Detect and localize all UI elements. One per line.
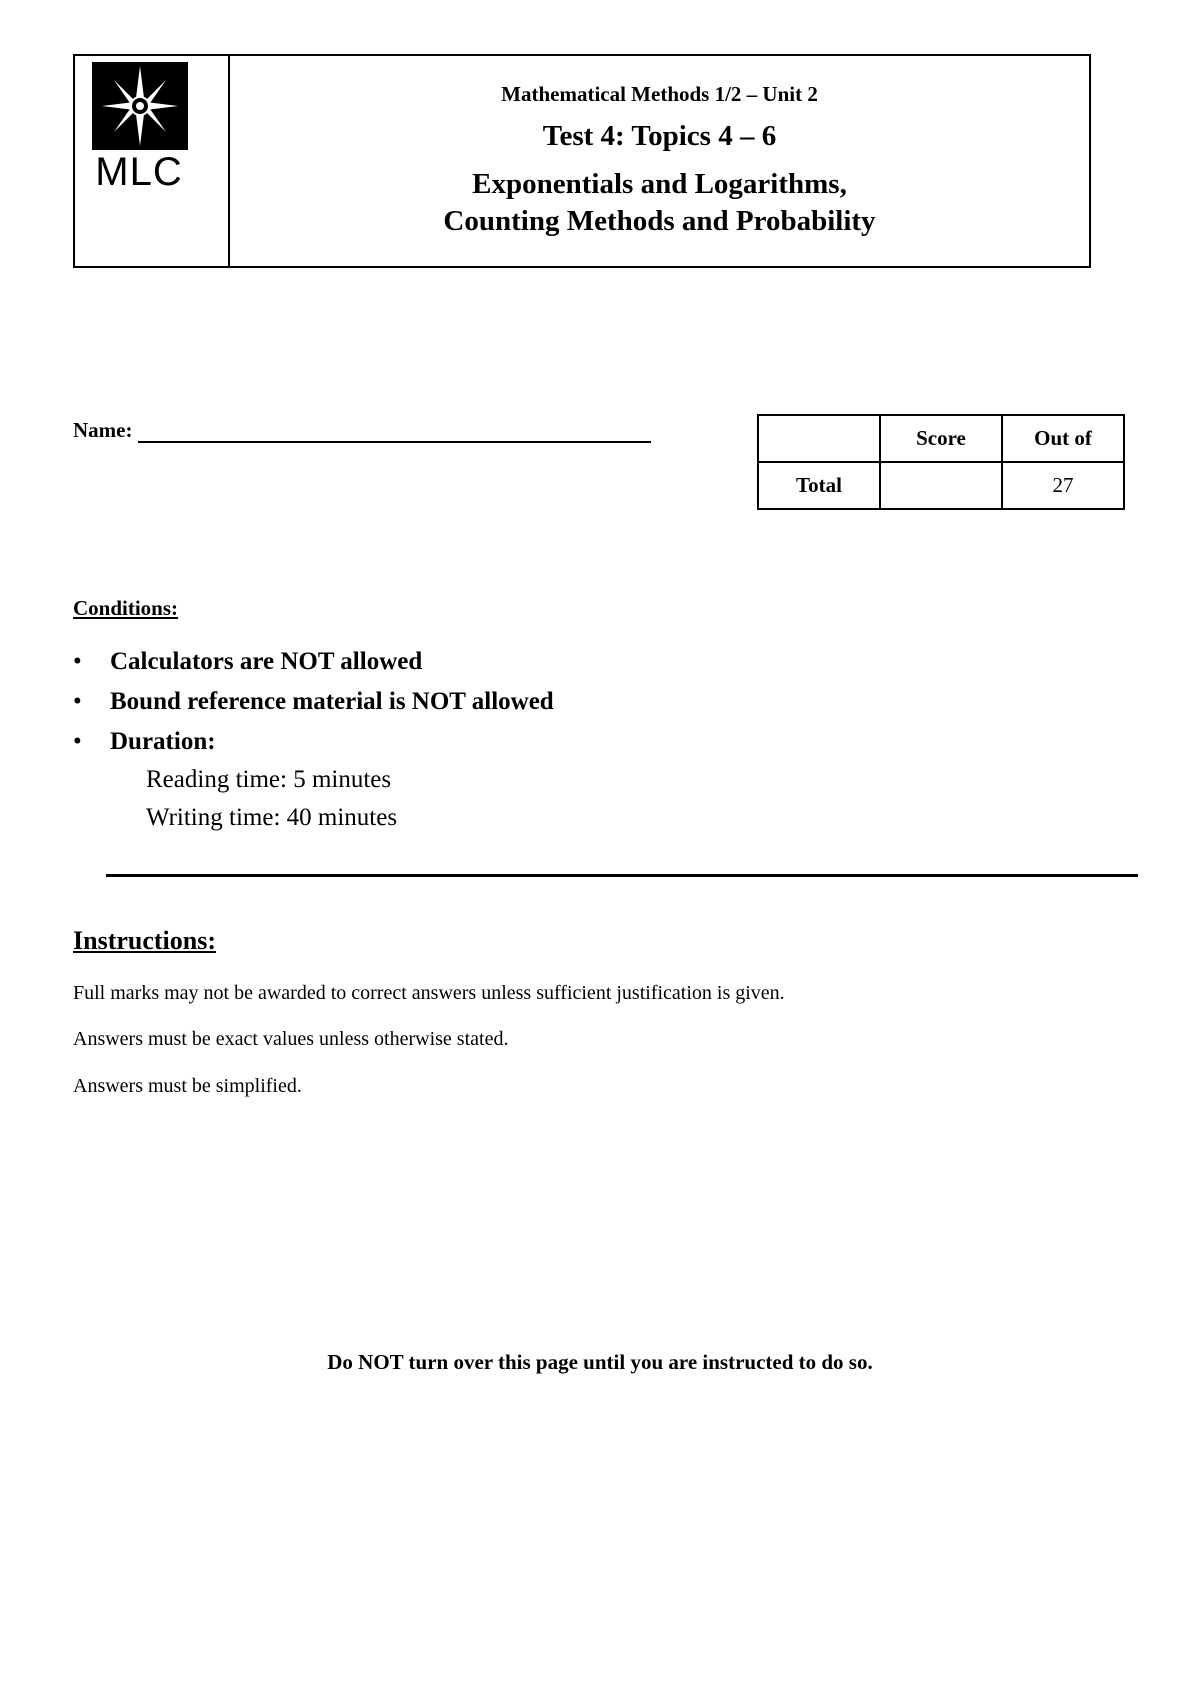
reading-time: Reading time: 5 minutes [146,766,392,793]
total-label: Total [758,462,880,509]
score-table [757,414,1125,510]
logo-cell [75,56,230,266]
total-score-cell[interactable] [880,462,1002,509]
total-out-of-cell: 27 [1002,462,1124,509]
name-row [73,418,651,443]
mlc-logo-icon [92,62,188,150]
table-row [758,462,1124,509]
subject-line-1: Exponentials and Logarithms, [472,167,847,200]
course-title: Mathematical Methods 1/2 – Unit 2 [501,82,818,106]
title-cell [230,56,1089,266]
instructions-heading: Instructions: [73,926,217,955]
list-item: • Calculators are NOT allowed [73,642,554,682]
footer-note: Do NOT turn over this page until you are instructed to do so. [327,1350,873,1374]
list-item: • Duration: [73,722,554,762]
name-field[interactable] [138,419,651,443]
score-table-header-out-of: Out of [1002,415,1124,462]
conditions-list [73,642,554,762]
subject-title [230,166,1089,240]
conditions-heading: Conditions: [73,596,179,620]
divider [106,874,1138,877]
score-table-header-blank [758,415,880,462]
logo-text: MLC [95,150,183,194]
test-title: Test 4: Topics 4 – 6 [542,120,777,153]
score-table-header-row [758,415,1124,462]
instruction-line: Answers must be simplified. [73,1075,302,1097]
name-label: Name: [73,418,133,442]
instruction-line: Answers must be exact values unless otherwise stated. [73,1028,509,1050]
subject-line-2: Counting Methods and Probability [443,204,876,237]
header-box [73,54,1091,268]
instruction-line: Full marks may not be awarded to correct answers unless sufficient justification is given. [73,982,785,1004]
writing-time: Writing time: 40 minutes [146,804,398,831]
list-item: • Bound reference material is NOT allowed [73,682,554,722]
score-table-header-score: Score [880,415,1002,462]
